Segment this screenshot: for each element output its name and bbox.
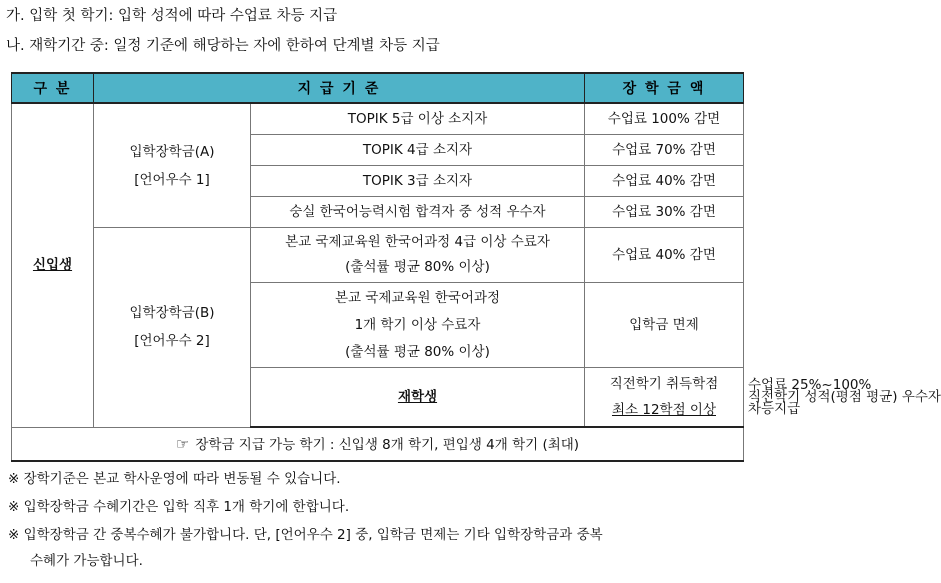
criteria-line: 본교 국제교육원 한국어과정 — [334, 289, 501, 306]
criteria-cell: TOPIK 5급 이상 소지자 — [251, 103, 585, 135]
amount-cell: 입학금 면제 — [585, 283, 744, 368]
amount-cell: 수업료 70% 감면 — [585, 135, 744, 166]
amount-cell: 수업료 100% 감면 — [585, 103, 744, 135]
freshman-label: 신입생 — [32, 257, 73, 274]
note-cell — [12, 427, 744, 461]
criteria-cell: 숭실 한국어능력시험 합격자 중 성적 우수자 — [251, 197, 585, 228]
table-row — [12, 103, 744, 135]
current-label: 재학생 — [397, 389, 438, 405]
criteria-line: 1개 학기 이상 수료자 — [354, 316, 481, 333]
table-row — [12, 228, 744, 283]
criteria-line: (출석률 평균 80% 이상) — [345, 343, 490, 360]
category-current — [251, 368, 585, 428]
table-header-row — [12, 73, 744, 103]
criteria-cell — [251, 283, 585, 368]
table-note-row — [12, 427, 744, 461]
footnote-2: ※ 입학장학금 수혜기간은 입학 직후 1개 학기에 한합니다. — [8, 499, 350, 515]
criteria-cell: TOPIK 3급 소지자 — [251, 166, 585, 197]
table-row: 재학생 직전학기 취득학점 최소 12학점 이상 직전학기 성적(평점 평균) 우수자 수업료 25%~100% 차등지급 — [12, 368, 744, 428]
category-freshman — [12, 103, 94, 427]
footnote-3: ※ 입학장학금 간 중복수혜가 불가합니다. 단, [언어우수 2] 중, 입학금 면제는 기타 입학장학금과 중복 — [8, 527, 603, 543]
criteria-line: 본교 국제교육원 한국어과정 4급 이상 수료자 — [285, 234, 550, 250]
scholarship-table — [11, 72, 941, 462]
pointing-hand-icon: ☞ — [175, 434, 190, 453]
footnote-3-continuation: 수혜가 가능합니다. — [30, 553, 143, 569]
group-b-cell — [94, 228, 251, 428]
criteria-line: (출석률 평균 80% 이상) — [345, 259, 490, 275]
current-group-line: 직전학기 취득학점 — [609, 376, 719, 392]
note-text: 장학금 지급 가능 학기 : 신입생 8개 학기, 편입생 4개 학기 (최대) — [195, 436, 580, 453]
amount-cell: 수업료 40% 감면 — [585, 228, 744, 283]
amount-cell: 수업료 30% 감면 — [585, 197, 744, 228]
group-b-name: 입학장학금(B) — [129, 305, 215, 322]
minimum-credits: 최소 12학점 이상 — [611, 402, 716, 418]
group-b-sub: [언어우수 2] — [134, 333, 210, 350]
criteria-cell: TOPIK 4급 소지자 — [251, 135, 585, 166]
intro-line-enrolled-period: 나. 재학기간 중: 일정 기준에 해당하는 자에 한하여 단계별 차등 지급 — [6, 38, 440, 54]
group-a-cell — [94, 103, 251, 228]
criteria-cell — [251, 228, 585, 283]
footnote-1: ※ 장학기준은 본교 학사운영에 따라 변동될 수 있습니다. — [8, 471, 341, 487]
amount-cell: 수업료 40% 감면 — [585, 166, 744, 197]
group-a-name: 입학장학금(A) — [129, 143, 215, 160]
header-criteria: 지 급 기 준 — [94, 73, 585, 103]
current-group-cell — [585, 368, 744, 428]
header-amount: 장 학 금 액 — [585, 73, 744, 103]
header-category: 구 분 — [12, 73, 94, 103]
group-a-sub: [언어우수 1] — [134, 171, 210, 188]
intro-line-first-semester: 가. 입학 첫 학기: 입학 성적에 따라 수업료 차등 지급 — [6, 8, 338, 24]
